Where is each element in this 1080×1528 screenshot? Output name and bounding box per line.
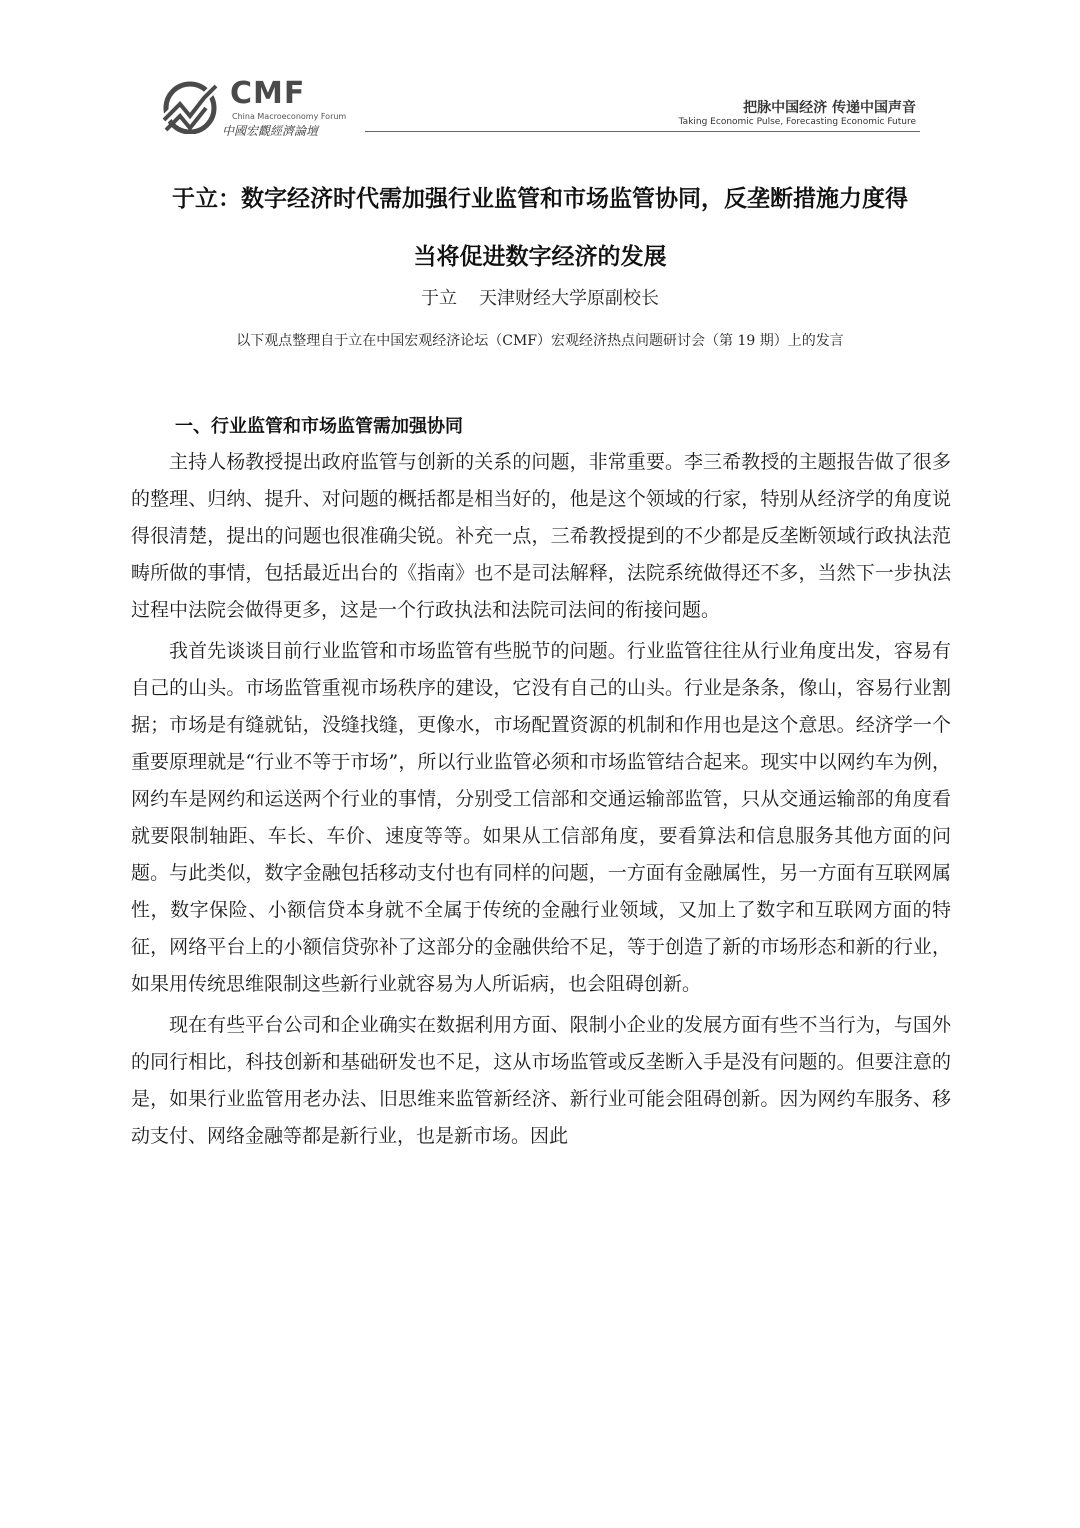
slogan-chinese: 把脉中国经济 传递中国声音 bbox=[743, 100, 916, 116]
byline bbox=[0, 284, 1080, 310]
article-title-line1: 于立：数字经济时代需加强行业监管和市场监管协同，反垄断措施力度得 bbox=[172, 186, 908, 212]
article-body bbox=[131, 444, 951, 1155]
logo-chinese-name: 中國宏觀經濟論壇 bbox=[222, 124, 319, 138]
author-name: 于立 bbox=[421, 288, 457, 309]
section-heading: 一、行业监管和市场监管需加强协同 bbox=[175, 416, 463, 437]
author-title: 天津财经大学原副校长 bbox=[479, 288, 659, 309]
slogan-english: Taking Economic Pulse, Forecasting Economic Future bbox=[678, 117, 916, 127]
logo-english-name: China Macroeconomy Forum bbox=[232, 112, 347, 121]
cmf-logo-icon bbox=[160, 78, 224, 134]
paragraph-2: 我首先谈谈目前行业监管和市场监管有些脱节的问题。行业监管往往从行业角度出发，容易有自己的山头。市场监管重视市场秩序的建设，它没有自己的山头。行业是条条，像山，容易行业割据；市场是有缝就钻，没缝找缝，更像水，市场配置资源的机制和作用也是这个意思。经济学一个重要原理就是“行业不等于市场”，所以行业监管必须和市场监管结合起来。现实中以网约车为例，网约车是网约和运送两个行业的事情，分别受工信部和交通运输部监管，只从交通运输部的角度看就要限制轴距、车长、车价、速度等等。如果从工信部角度，要看算法和信息服务其他方面的问题。与此类似，数字金融包括移动支付也有同样的问题，一方面有金融属性，另一方面有互联网属性，数字保险、小额信贷本身就不全属于传统的金融行业领域，又加上了数字和互联网方面的特征，网络平台上的小额信贷弥补了这部分的金融供给不足，等于创造了新的市场形态和新的行业，如果用传统思维限制这些新行业就容易为人所诟病，也会阻碍创新。 bbox=[131, 640, 951, 995]
article-title-line2: 当将促进数字经济的发展 bbox=[413, 244, 667, 270]
source-note: 以下观点整理自于立在中国宏观经济论坛（CMF）宏观经济热点问题研讨会（第 19 期）上的发言 bbox=[236, 333, 844, 349]
paragraph-3: 现在有些平台公司和企业确实在数据利用方面、限制小企业的发展方面有些不当行为，与国外的同行相比，科技创新和基础研发也不足，这从市场监管或反垄断入手是没有问题的。但要注意的是，如果行业监管用老办法、旧思维来监管新经济、新行业可能会阻碍创新。因为网约车服务、移动支付、网络金融等都是新行业，也是新市场。因此 bbox=[131, 1014, 951, 1147]
page-header bbox=[160, 70, 920, 140]
paragraph-1: 主持人杨教授提出政府监管与创新的关系的问题，非常重要。李三希教授的主题报告做了很多的整理、归纳、提升、对问题的概括都是相当好的，他是这个领域的行家，特别从经济学的角度说得很清楚，提出的问题也很准确尖锐。补充一点，三希教授提到的不少都是反垄断领域行政执法范畴所做的事情，包括最近出台的《指南》也不是司法解释，法院系统做得还不多，当然下一步执法过程中法院会做得更多，这是一个行政执法和法院司法间的衔接问题。 bbox=[131, 451, 951, 621]
logo-text: CMF bbox=[230, 76, 306, 111]
header-divider bbox=[365, 131, 920, 132]
article-title bbox=[120, 170, 960, 286]
